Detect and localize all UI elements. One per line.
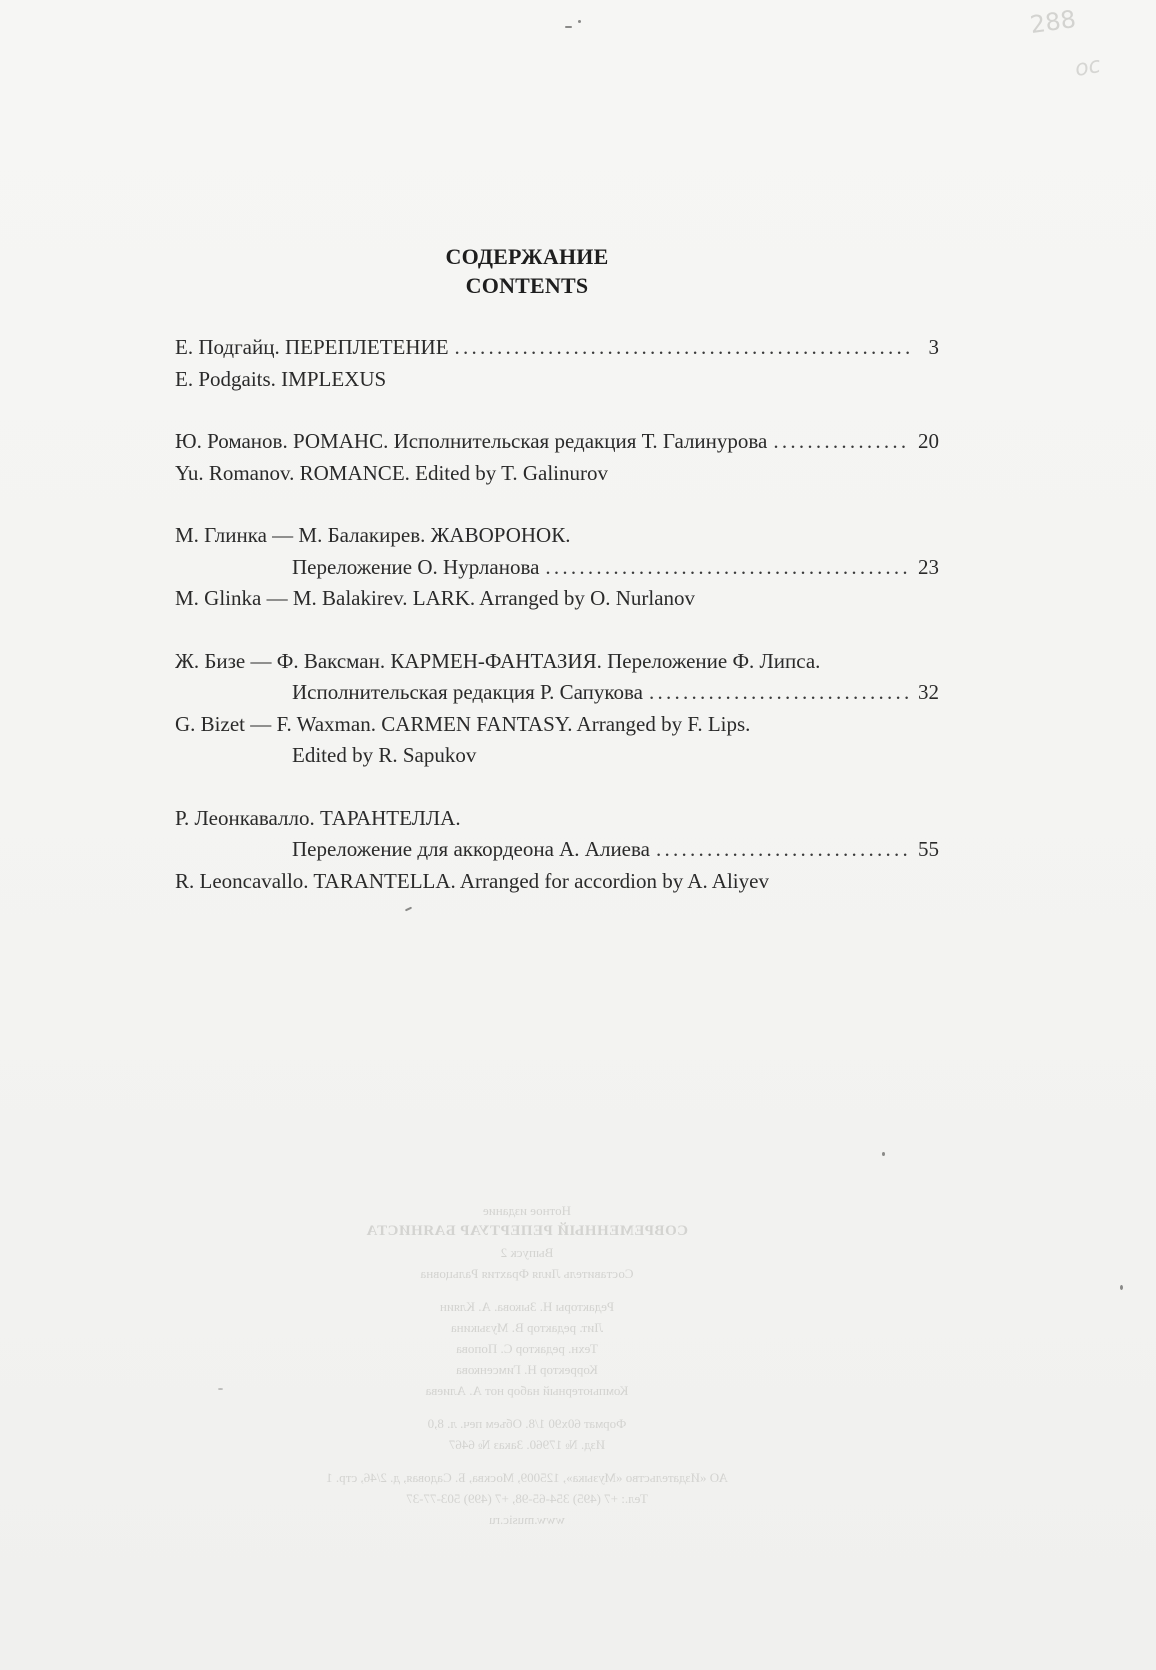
toc-entry-glinka — [175, 520, 939, 615]
toc-line — [175, 458, 939, 490]
imprint-line: Техн. редактор С. Попова — [456, 1341, 598, 1356]
toc-line — [175, 426, 939, 458]
page-number: 20 — [918, 429, 939, 453]
entry-title-en: M. Glinka — M. Balakirev. LARK. Arranged by O. Nurlanov — [175, 586, 696, 610]
pencil-mark: 288 — [1028, 4, 1078, 40]
imprint-line: Редакторы Н. Зыкова. А. Кляин — [439, 1299, 615, 1314]
entry-subtitle-en: Edited by R. Sapukov — [292, 743, 477, 767]
toc-line — [175, 740, 939, 772]
toc-line — [175, 332, 939, 364]
toc-line — [175, 552, 939, 584]
toc-line — [175, 646, 939, 678]
heading-en: CONTENTS — [465, 273, 589, 298]
imprint-title: СОВРЕМЕННЫЙ РЕПЕРТУАР БАЯНИСТА — [365, 1223, 689, 1239]
entry-title-ru: Р. Леонкавалло. ТАРАНТЕЛЛА. — [175, 805, 461, 830]
contents-heading — [0, 242, 1054, 300]
entry-subtitle-ru: Исполнительская редакция Р. Сапукова — [292, 680, 643, 704]
entry-title-ru: М. Глинка — М. Балакирев. ЖАВОРОНОК. — [175, 523, 571, 547]
toc-line — [175, 834, 939, 866]
toc-entry-podgaits — [175, 332, 939, 395]
entry-title-ru: Ж. Бизе — Ф. Ваксман. КАРМЕН-ФАНТАЗИЯ. Переложение Ф. Липса. — [175, 648, 821, 673]
toc-line — [175, 866, 939, 898]
toc-entry-leoncavallo — [175, 803, 939, 898]
toc-line — [175, 520, 939, 552]
imprint-line: Компьютерный набор нот А. Алиева — [425, 1383, 629, 1398]
imprint-line: Лит. редактор В. Музыкина — [450, 1320, 604, 1335]
dot-leader — [773, 426, 909, 458]
toc-line — [175, 583, 939, 615]
page-number: 3 — [928, 335, 939, 359]
entry-title-en: G. Bizet — F. Waxman. CARMEN FANTASY. Arranged by F. Lips. — [175, 711, 751, 736]
spacer — [0, 1284, 1054, 1296]
toc-line — [175, 709, 939, 741]
imprint-line: Выпуск 2 — [500, 1245, 554, 1260]
spacer — [0, 1455, 1054, 1467]
imprint-line: Изд. № 17960. Заказ № 6467 — [448, 1437, 606, 1452]
entry-subtitle-ru: Переложение О. Нурланова — [292, 554, 540, 579]
entry-subtitle-ru: Переложение для аккордеона А. Алиева — [292, 837, 650, 861]
table-of-contents — [175, 332, 939, 928]
speck — [578, 20, 581, 23]
imprint-line: Корректор Н. Гимсенкова — [456, 1362, 598, 1377]
entry-title-ru: Ю. Романов. РОМАНС. Исполнительская редакция Т. Галинурова — [175, 429, 768, 453]
spacer — [0, 1401, 1054, 1413]
toc-entry-bizet — [175, 646, 939, 772]
imprint-line: Формат 60x90 1/8. Объем печ. л. 8,0 — [427, 1416, 627, 1431]
speck — [1120, 1285, 1123, 1290]
dot-leader — [649, 677, 909, 709]
toc-line — [175, 677, 939, 709]
entry-title-en: R. Leoncavallo. TARANTELLA. Arranged for accordion by A. Aliyev — [175, 868, 769, 893]
imprint-line: www.music.ru — [489, 1512, 565, 1527]
entry-title-ru: Е. Подгайц. ПЕРЕПЛЕТЕНИЕ — [175, 335, 449, 359]
speck — [882, 1152, 885, 1156]
entry-title-en: E. Podgaits. IMPLEXUS — [175, 366, 387, 391]
toc-line — [175, 364, 939, 396]
imprint-line: Нотное издание — [483, 1203, 571, 1218]
bleed-through-imprint — [0, 1200, 1054, 1530]
page-number: 23 — [918, 554, 939, 579]
dot-leader — [656, 834, 909, 866]
pencil-mark-2: ос — [1073, 52, 1103, 83]
page-number: 55 — [918, 837, 939, 861]
imprint-line: Составитель Лиля Фрахтия Ральцовна — [420, 1266, 634, 1281]
heading-ru: СОДЕРЖАНИЕ — [445, 244, 609, 269]
toc-entry-romanov — [175, 426, 939, 489]
imprint-line: Тел.: +7 (495) 354-65-98, +7 (499) 503-77-37 — [406, 1491, 648, 1506]
dot-leader — [455, 332, 909, 364]
entry-title-en: Yu. Romanov. ROMANCE. Edited by T. Galinurov — [175, 460, 609, 485]
imprint-line: АО «Издательство «Музыка», 125009, Москва, Б. Садовая, д. 2/46, стр. 1 — [326, 1470, 728, 1485]
page-number: 32 — [918, 680, 939, 704]
dot-leader — [545, 552, 909, 584]
toc-line — [175, 803, 939, 835]
speck — [565, 26, 572, 28]
